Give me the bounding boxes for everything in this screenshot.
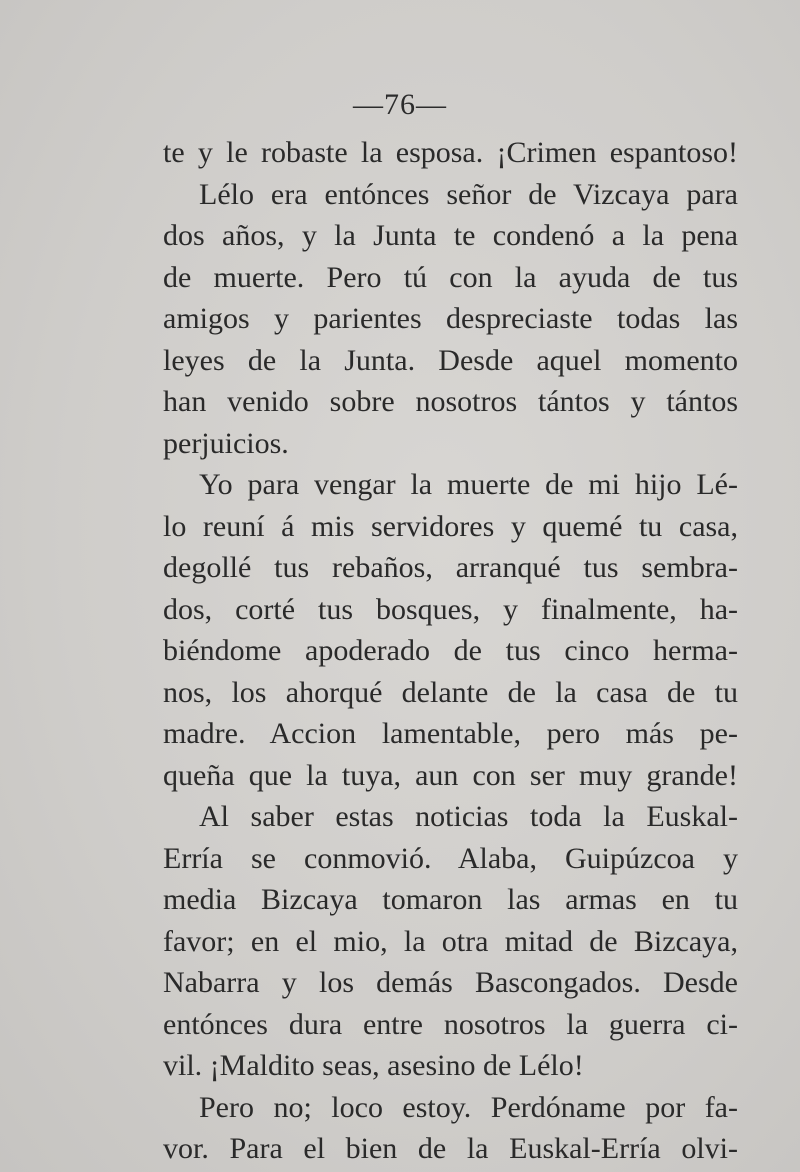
text-line: media Bizcaya tomaron las armas en tu	[163, 883, 738, 916]
text-line: vil. ¡Maldito seas, asesino de Lélo!	[163, 1049, 584, 1082]
text-line: favor; en el mio, la otra mitad de Bizcaya,	[163, 924, 738, 958]
page-number: —76—	[353, 88, 447, 121]
text-line: biéndome apoderado de tus cinco herma-	[163, 634, 738, 667]
text-line: entónces dura entre nosotros la guerra ci-	[163, 1007, 738, 1041]
text-line: Erría se conmovió. Alaba, Guipúzcoa y	[163, 841, 738, 875]
text-line: Al saber estas noticias toda la Euskal-	[199, 800, 738, 833]
text-line: madre. Accion lamentable, pero más pe-	[163, 717, 738, 750]
text-line: nos, los ahorqué delante de la casa de tu	[163, 675, 738, 709]
body-text	[163, 132, 738, 1170]
text-line: vor. Para el bien de la Euskal-Erría olvi-	[163, 1132, 738, 1165]
text-line: Yo para vengar la muerte de mi hijo Lé-	[199, 468, 738, 501]
text-line: Lélo era entónces señor de Vizcaya para	[199, 177, 738, 211]
text-line: dos años, y la Junta te condenó a la pena	[163, 219, 738, 252]
text-line: dos, corté tus bosques, y finalmente, ha-	[163, 592, 738, 626]
text-line: Pero no; loco estoy. Perdóname por fa-	[199, 1090, 738, 1124]
text-line: perjuicios.	[163, 426, 289, 460]
text-line: degollé tus rebaños, arranqué tus sembra-	[163, 551, 738, 584]
text-line: han venido sobre nosotros tántos y tántos	[163, 385, 738, 418]
text-line: amigos y parientes despreciaste todas las	[163, 302, 738, 335]
text-line: queña que la tuya, aun con ser muy grande!	[163, 758, 738, 792]
text-line: de muerte. Pero tú con la ayuda de tus	[163, 260, 738, 294]
text-line: Nabarra y los demás Bascongados. Desde	[163, 966, 738, 999]
text-line: te y le robaste la esposa. ¡Crimen espantoso!	[163, 136, 738, 169]
text-line: lo reuní á mis servidores y quemé tu casa,	[163, 509, 738, 543]
text-line: leyes de la Junta. Desde aquel momento	[163, 343, 738, 377]
